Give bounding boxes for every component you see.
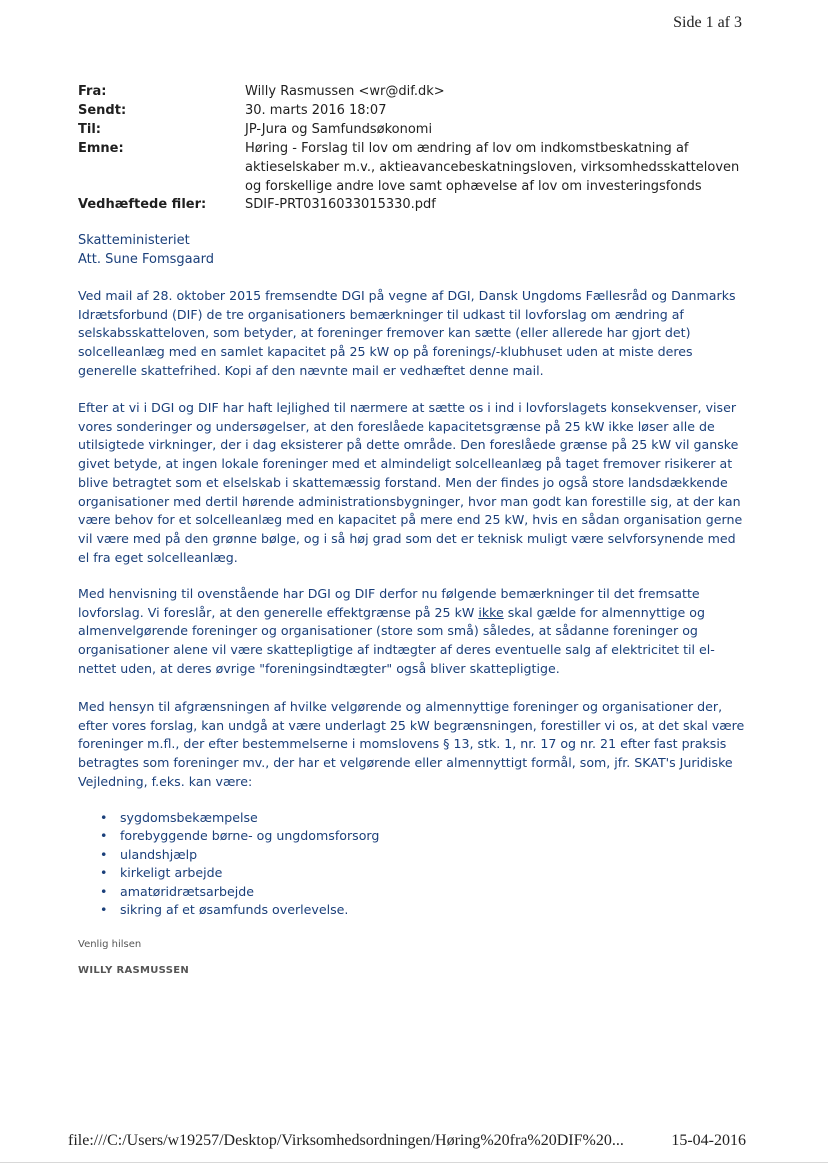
sent-label: Sendt:	[78, 103, 127, 118]
purpose-list	[100, 809, 379, 919]
page-bottom-divider	[0, 1162, 828, 1163]
body-paragraph-3	[78, 585, 750, 679]
bullet-icon: •	[100, 810, 108, 825]
subject-value: Høring - Forslag til lov om ændring af lov om indkomstbeskatning af aktieselskaber m.v., aktieavancebeskatningsloven, virksomhedsskatteloven og forskellige andre love samt ophævelse af lov om investeringsfonds	[245, 141, 740, 194]
to-value: JP-Jura og Samfundsøkonomi	[245, 122, 433, 137]
subject-label: Emne:	[78, 141, 124, 156]
signer-name: WILLY RASMUSSEN	[78, 965, 190, 976]
body-paragraph-2: Efter at vi i DGI og DIF har haft lejlighed til nærmere at sætte os i ind i lovforslagets konsekvenser, viser vores sonderinger og undersøgelser, at den foreslåede kapacitetsgrænse på 25 kW ikke løser alle de utilsigtede virkninger, der i dag eksisterer på dette område. Den foreslåede grænse på 25 kW vil ganske givet betyde, at ingen lokale foreninger med et almindeligt solcelleanlæg på taget fremover risikerer at blive betragtet som et elselskab i skattemæssig forstand. Men der findes jo også store landsdækkende organisationer med dertil hørende administrationsbygninger, hvor man godt kan forestille sig, at der kan være behov for et solcelleanlæg med en kapacitet på mere end 25 kW, hvis en sådan organisation gerne vil være med på den grønne bølge, og i så høj grad som det er teknisk muligt være selvforsynende med el fra eget solcelleanlæg.	[78, 400, 743, 565]
bullet-icon: •	[100, 846, 108, 862]
salutation-recipient: Skatteministeriet	[78, 233, 190, 248]
body-paragraph-4: Med hensyn til afgrænsningen af hvilke velgørende og almennyttige foreninger og organisationer der, efter vores forslag, kan undgå at være underlagt 25 kW begrænsningen, forestiller vi os, at det skal være foreninger m.fl., der efter bestemmelserne i momslovens § 13, stk. 1, nr. 17 og nr. 21 efter fast praksis betragtes som foreninger mv., der har et velgørende eller almennyttigt formål, som, jfr. SKAT's Juridiske Vejledning, f.eks. kan være:	[78, 699, 745, 789]
list-item: • sikring af et øsamfunds overlevelse.	[100, 901, 379, 919]
list-item: • forebyggende børne- og ungdomsforsorg	[100, 827, 379, 845]
footer-date: 15-04-2016	[671, 1132, 746, 1149]
body-paragraph-3-emphasis: ikke	[478, 604, 504, 620]
from-value: Willy Rasmussen <wr@dif.dk>	[245, 84, 445, 99]
list-item: • kirkeligt arbejde	[100, 864, 379, 882]
list-item: • sygdomsbekæmpelse	[100, 809, 379, 827]
body-paragraph-3-part-a: Med henvisning til ovenstående har DGI og DIF derfor nu følgende bemærkninger til det fremsatte lovforslag. Vi foreslår, at den generelle effektgrænse på 25 kW	[78, 586, 700, 620]
bullet-icon: •	[100, 865, 108, 881]
bullet-icon: •	[100, 883, 108, 899]
sent-value: 30. marts 2016 18:07	[245, 103, 387, 118]
to-label: Til:	[78, 122, 101, 137]
list-item: • amatøridrætsarbejde	[100, 883, 379, 901]
bullet-icon: •	[100, 902, 108, 918]
body-paragraph-1: Ved mail af 28. oktober 2015 fremsendte DGI på vegne af DGI, Dansk Ungdoms Fællesråd og Danmarks Idrætsforbund (DIF) de tre organisationers bemærkninger til udkast til lovforslag om ændring af selskabsskatteloven, som betyder, at foreninger fremover kan sætte (eller allerede har gjort det) solcelleanlæg med en samlet kapacitet på 25 kW op på forenings/-klubhuset uden at miste deres generelle skattefrihed. Kopi af den nævnte mail er vedhæftet denne mail.	[78, 288, 736, 378]
body-paragraph-3-part-b: skal gælde for almennyttige og almenvelgørende foreninger og organisationer (store som små) således, at sådanne foreninger og organisationer alene vil være skattepligtige af indtægter af deres eventuelle salg af elektricitet til el-nettet uden, at deres øvrige "foreningsindtægter" også bliver skattepligtige.	[78, 604, 715, 676]
salutation-attention: Att. Sune Fomsgaard	[78, 252, 214, 267]
salutation	[78, 231, 214, 269]
bullet-icon: •	[100, 828, 108, 844]
closing-greeting: Venlig hilsen	[78, 939, 142, 950]
attachment-filename[interactable]: SDIF-PRT0316033015330.pdf	[245, 197, 436, 212]
from-label: Fra:	[78, 84, 107, 99]
list-item: • ulandshjælp	[100, 846, 379, 864]
footer-file-path: file:///C:/Users/w19257/Desktop/Virksomhedsordningen/Høring%20fra%20DIF%20...	[68, 1132, 624, 1149]
page-number: Side 1 af 3	[673, 14, 742, 31]
attachments-label: Vedhæftede filer:	[78, 197, 207, 212]
